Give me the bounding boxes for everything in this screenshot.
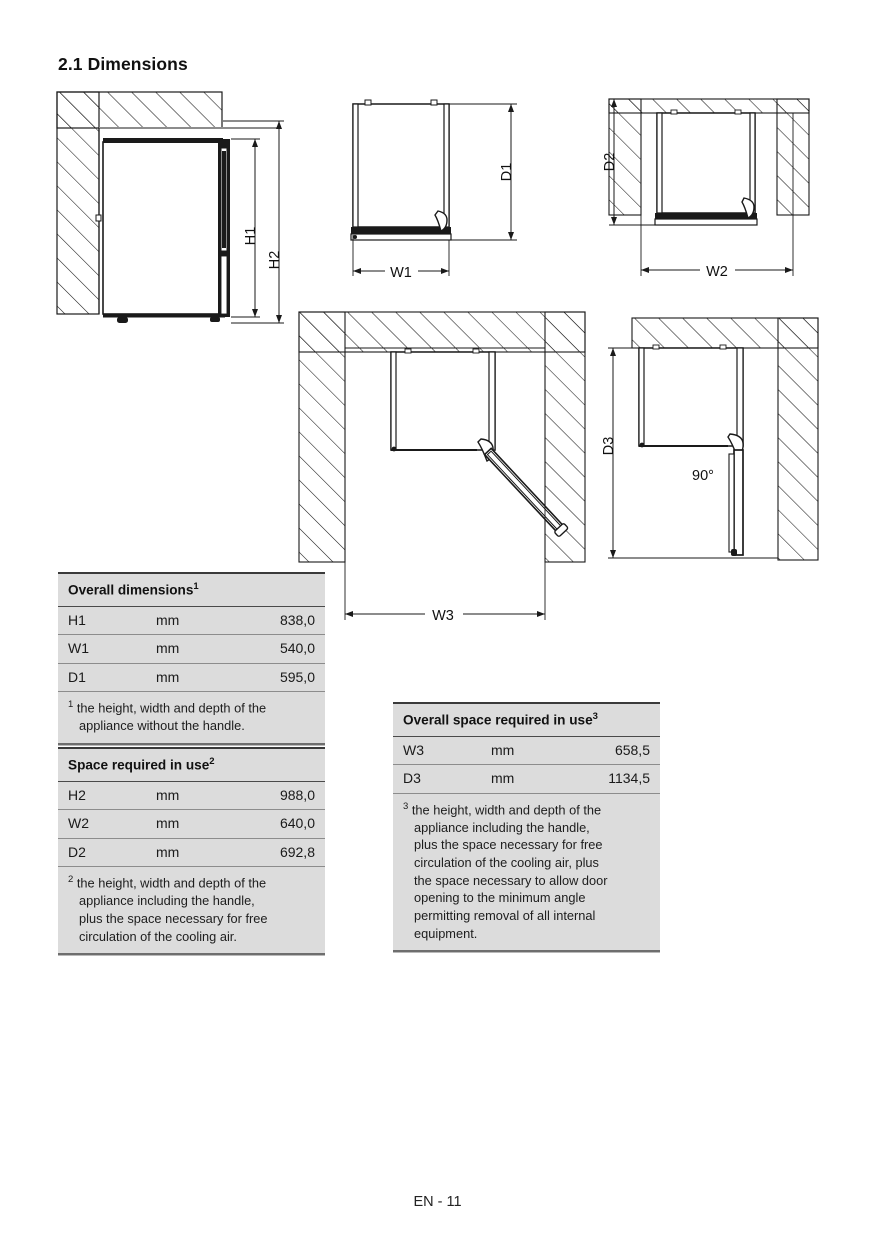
footnote-marker: 1 (193, 581, 199, 592)
figure-front-elevation (55, 88, 290, 338)
dim-label-d2: D2 (602, 152, 618, 172)
row-unit: mm (156, 640, 180, 657)
row-symbol: D3 (403, 770, 421, 787)
footnote-line: opening to the minimum angle (414, 890, 586, 906)
dim-label-w2: W2 (706, 264, 728, 280)
row-value: 595,0 (279, 668, 315, 685)
row-unit: mm (156, 815, 180, 832)
table-row (58, 664, 325, 693)
row-symbol: W3 (403, 741, 424, 758)
row-unit: mm (156, 786, 180, 803)
row-symbol: H2 (68, 786, 86, 803)
footnote-line: the height, width and depth of the (76, 875, 267, 891)
footnote-line: equipment. (414, 925, 478, 941)
table-row (58, 810, 325, 839)
row-value: 640,0 (279, 815, 315, 832)
footnote-marker: 2 (68, 874, 74, 886)
row-symbol: W2 (68, 815, 89, 832)
row-value: 658,5 (614, 741, 650, 758)
table-row (393, 737, 660, 766)
table-header-space-required (58, 749, 325, 782)
dim-label-w1: W1 (390, 265, 412, 281)
footnote-line: the height, width and depth of the (76, 700, 267, 716)
row-value: 692,8 (279, 843, 315, 860)
footnote-line: the height, width and depth of the (411, 802, 602, 818)
figure-top-view-door-90 (600, 308, 825, 573)
row-value: 838,0 (279, 611, 315, 628)
row-value: 1134,5 (608, 770, 650, 787)
row-unit: mm (156, 611, 180, 628)
table-header-label: Space required in use (68, 757, 210, 773)
row-symbol: D2 (68, 843, 86, 860)
footnote-marker: 3 (592, 711, 598, 722)
footnote-line: appliance including the handle, (79, 893, 255, 909)
footnote-line: permitting removal of all internal (414, 908, 596, 924)
table-row (393, 765, 660, 794)
table-header-overall-dimensions (58, 574, 325, 607)
figure-top-view-door-open (295, 308, 595, 628)
table-row (58, 839, 325, 868)
dim-label-h1: H1 (243, 226, 259, 246)
table-overall-dimensions (58, 572, 325, 746)
table-row (58, 635, 325, 664)
table-header-overall-space (393, 704, 660, 737)
dim-label-d3: D3 (601, 436, 617, 456)
page-footer: EN - 11 (413, 1194, 462, 1210)
footnote-line: appliance including the handle, (414, 819, 590, 835)
footnote-line: circulation of the cooling air, plus (414, 855, 599, 871)
row-unit: mm (156, 843, 180, 860)
row-unit: mm (491, 741, 515, 758)
figure-top-view-niche (595, 90, 825, 285)
row-symbol: W1 (68, 640, 89, 657)
table-row (58, 607, 325, 636)
page-title: 2.1 Dimensions (58, 54, 188, 74)
row-symbol: H1 (68, 611, 86, 628)
table-header-label: Overall space required in use (403, 712, 593, 728)
row-symbol: D1 (68, 668, 86, 685)
table-header-label: Overall dimensions (68, 582, 194, 598)
footnote-line: the space necessary to allow door (414, 872, 608, 888)
footnote-marker: 3 (403, 800, 409, 812)
figure-top-view-free (345, 90, 535, 285)
footnote-marker: 1 (68, 699, 74, 711)
dim-label-angle-90: 90° (692, 468, 714, 484)
dim-label-w3: W3 (432, 608, 454, 624)
table-space-required-in-use (58, 747, 325, 956)
footnote-marker: 2 (209, 756, 215, 767)
table-overall-space-required-in-use (393, 702, 660, 953)
table-footnote (393, 794, 660, 953)
dim-label-h2: H2 (267, 250, 283, 270)
table-row (58, 782, 325, 811)
dim-label-d1: D1 (499, 162, 515, 182)
footnote-line: circulation of the cooling air. (79, 928, 237, 944)
footnote-line: plus the space necessary for free (414, 837, 603, 853)
row-value: 988,0 (279, 786, 315, 803)
row-unit: mm (491, 770, 515, 787)
table-footnote (58, 692, 325, 745)
table-footnote (58, 867, 325, 955)
row-value: 540,0 (279, 640, 315, 657)
row-unit: mm (156, 668, 180, 685)
footnote-line: plus the space necessary for free (79, 910, 268, 926)
footnote-line: appliance without the handle. (79, 718, 245, 734)
